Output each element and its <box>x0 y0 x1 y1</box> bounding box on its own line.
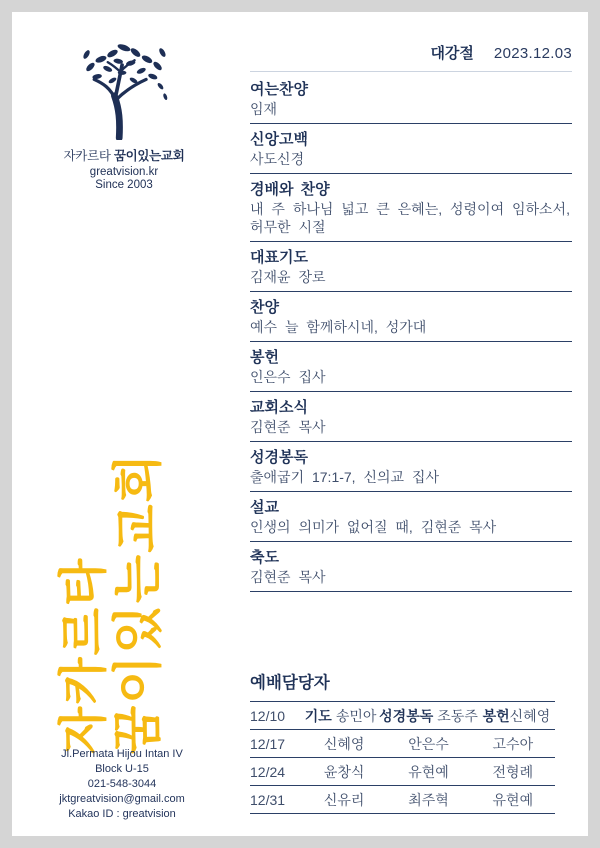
church-name: 자카르타 꿈이있는교회 <box>63 149 185 163</box>
assignment-scripture: 안은수 <box>408 736 449 752</box>
assignment-offering: 봉헌신혜영 <box>482 708 551 724</box>
order-item-representative-prayer <box>250 242 572 292</box>
assignment-scripture: 유현예 <box>408 764 449 780</box>
order-item-confession-of-faith <box>250 124 572 174</box>
vertical-art-word-jakarta: 자카르타 <box>57 556 111 754</box>
order-item-title: 교회소식 <box>250 399 308 416</box>
order-item-detail: 사도신경 <box>250 151 305 167</box>
assignment-date: 12/17 <box>250 736 286 752</box>
assignment-date: 12/10 <box>250 708 286 724</box>
assignments-table <box>250 701 555 814</box>
offering-column-label: 봉헌 <box>482 708 510 724</box>
prayer-column-label: 기도 <box>304 708 332 724</box>
order-item-detail: 인은수 집사 <box>250 369 326 385</box>
order-item-detail: 김재윤 장로 <box>250 269 326 285</box>
order-item-title: 봉헌 <box>250 349 279 366</box>
assignment-date: 12/24 <box>250 764 286 780</box>
order-of-worship-column <box>250 42 572 592</box>
order-item-title: 경배와 찬양 <box>250 181 330 198</box>
contact-info <box>22 747 222 822</box>
assignment-offering: 유현예 <box>492 792 534 808</box>
order-item-detail: 임재 <box>250 101 278 117</box>
assignment-prayer: 신혜영 <box>323 736 365 752</box>
table-row <box>250 758 555 786</box>
order-item-title: 여는찬양 <box>250 81 308 98</box>
assignments-title: 예배담당자 <box>250 674 330 692</box>
order-of-worship-list <box>250 74 572 592</box>
assignment-scripture: 성경봉독 조동주 <box>379 708 478 724</box>
order-item-worship-and-praise <box>250 174 572 242</box>
church-website: greatvision.kr <box>89 166 159 178</box>
table-row <box>250 786 555 814</box>
assignment-prayer: 기도 송민아 <box>304 708 377 724</box>
contact-kakao-id: Kakao ID : greatvision <box>68 808 176 820</box>
church-logo <box>34 40 214 191</box>
contact-phone: 021-548-3044 <box>87 778 157 790</box>
order-item-detail: 김현준 목사 <box>250 419 326 435</box>
scripture-column-label: 성경봉독 <box>379 708 434 724</box>
order-item-detail: 인생의 의미가 없어질 때, 김현준 목사 <box>250 519 497 535</box>
contact-address-line2: Block U-15 <box>95 763 149 775</box>
order-item-opening-praise <box>250 74 572 124</box>
contact-address-line1: Jl.Permata Hijou Intan IV <box>61 748 183 760</box>
tree-logo-icon <box>76 40 172 140</box>
vertical-art-word-churchname: 꿈이있는교회 <box>110 452 166 754</box>
contact-email: jktgreatvision@gmail.com <box>59 793 185 805</box>
table-row <box>250 730 555 758</box>
assignment-prayer: 신유리 <box>323 792 365 808</box>
bulletin-page <box>12 12 588 836</box>
order-item-detail: 김현준 목사 <box>250 569 326 585</box>
order-item-benediction <box>250 542 572 592</box>
assignment-scripture: 최주혁 <box>408 792 449 808</box>
season-label: 대강절 <box>430 45 474 62</box>
order-item-offering <box>250 342 572 392</box>
assignment-offering: 전형례 <box>492 764 534 780</box>
order-item-praise <box>250 292 572 342</box>
order-item-title: 성경봉독 <box>250 449 308 466</box>
order-item-title: 설교 <box>250 499 279 516</box>
order-item-church-news <box>250 392 572 442</box>
order-item-scripture-reading <box>250 442 572 492</box>
service-date: 2023.12.03 <box>493 45 572 62</box>
edition-header <box>250 42 572 72</box>
order-item-detail: 예수 늘 함께하시네, 성가대 <box>250 319 427 335</box>
order-item-title: 축도 <box>250 549 279 566</box>
order-item-title: 찬양 <box>250 299 279 316</box>
assignment-date: 12/31 <box>250 792 286 808</box>
assignment-prayer: 윤창식 <box>323 764 365 780</box>
order-item-title: 신앙고백 <box>250 131 308 148</box>
order-item-sermon <box>250 492 572 542</box>
order-item-detail: 내 주 하나님 넓고 큰 은혜는, 성령이여 임하소서, 허무한 시절 <box>250 201 570 235</box>
assignment-offering: 고수아 <box>492 736 534 752</box>
worship-assignments <box>250 669 555 814</box>
church-since: Since 2003 <box>95 179 153 191</box>
table-row <box>250 702 555 730</box>
order-item-detail: 출애굽기 17:1-7, 신의교 집사 <box>250 469 439 485</box>
order-item-title: 대표기도 <box>250 249 308 266</box>
